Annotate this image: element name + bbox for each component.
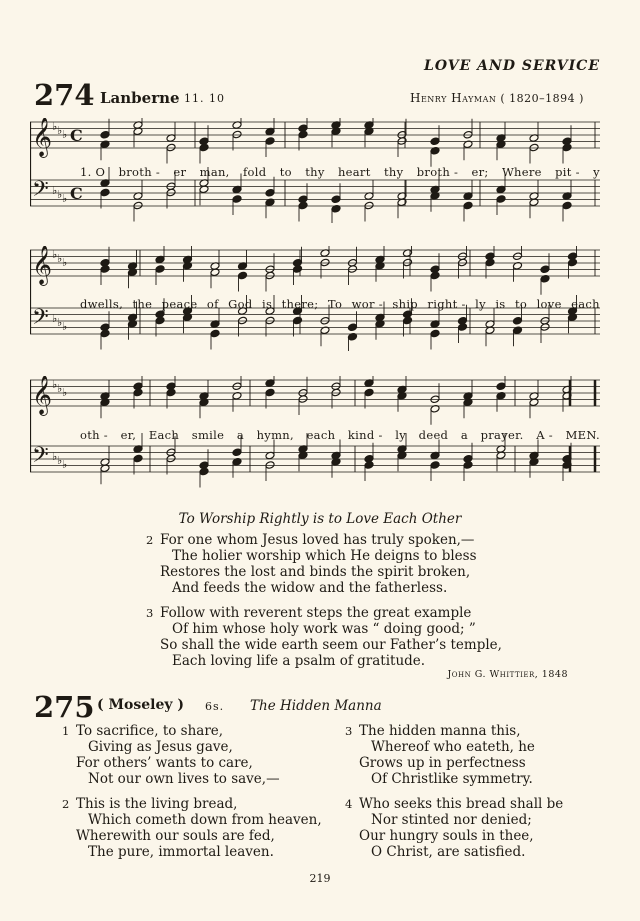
lyric-syllable: Each <box>148 428 180 442</box>
hymn-275-meter: 6s. <box>205 700 225 713</box>
note-head <box>348 265 358 274</box>
lyric-line-3 <box>80 428 600 442</box>
stanza-line: Which cometh down from heaven, <box>88 812 322 828</box>
note-head <box>562 201 572 210</box>
page-number: 219 <box>309 872 331 885</box>
bass-clef-icon: 𝄢 <box>32 305 49 335</box>
stanza-line: Nor stinted nor denied; <box>371 812 532 828</box>
note-head <box>155 316 165 325</box>
stanza-number: 3 <box>345 724 353 738</box>
note-head <box>364 201 374 210</box>
note-head <box>100 265 110 274</box>
stanza-line: Wherewith our souls are fed, <box>76 828 275 844</box>
lyric-syllable: prayer. <box>480 428 524 442</box>
flat-icon: ♭ <box>52 120 58 133</box>
flat-icon: ♭ <box>62 256 68 269</box>
hymn-275-tune-name: ( Moseley ) <box>97 697 184 713</box>
stanza-line: For others’ wants to care, <box>76 755 253 771</box>
composer-dates: ( 1820–1894 ) <box>500 92 584 105</box>
composer-name: Henry Hayman <box>410 91 497 105</box>
flat-icon: ♭ <box>62 128 68 141</box>
hymn-275-stanza-1 <box>62 723 280 787</box>
flat-icon: ♭ <box>57 454 63 467</box>
lyric-syllable: to <box>279 165 292 179</box>
lyric-syllable: of <box>206 297 219 311</box>
flat-icon: ♭ <box>52 184 58 197</box>
note-head <box>331 388 341 397</box>
note-head <box>463 201 473 210</box>
bass-clef-icon: 𝄢 <box>32 177 49 207</box>
note-head <box>403 258 413 267</box>
stanza-line: Giving as Jesus gave, <box>88 739 233 755</box>
note-head <box>238 271 248 280</box>
note-head <box>155 265 165 274</box>
lyric-syllable: er <box>173 165 187 179</box>
stanza-number: 1 <box>62 724 70 738</box>
stanza-number: 3 <box>146 606 154 620</box>
note-head <box>364 388 374 397</box>
lyric-syllable: ly <box>395 428 407 442</box>
treble-clef-icon: 𝄞 <box>32 118 53 157</box>
section-heading: LOVE AND SERVICE <box>423 58 600 74</box>
note-head <box>238 316 248 325</box>
note-head <box>265 271 275 280</box>
stanza-line: Our hungry souls in thee, <box>359 828 534 844</box>
lyric-syllable: each <box>306 428 336 442</box>
note-head <box>364 461 374 470</box>
note-head <box>199 143 209 152</box>
note-head <box>331 195 341 204</box>
hymn-275-stanza-4 <box>345 796 563 860</box>
stanza-number: 2 <box>146 533 154 547</box>
lyric-syllable: God <box>228 297 253 311</box>
hymn-274-tune-name: Lanberne <box>100 89 180 107</box>
note-head <box>298 201 308 210</box>
note-head <box>540 265 550 274</box>
note-head <box>496 195 506 204</box>
stanza-line: Each loving life a psalm of gratitude. <box>172 653 426 669</box>
flat-icon: ♭ <box>62 458 68 471</box>
lyric-syllable: love <box>536 297 562 311</box>
lyric-syllable: y <box>593 165 600 179</box>
lyric-syllable: thy <box>305 165 325 179</box>
stanza-line: Of Christlike symmetry. <box>371 771 533 787</box>
lyric-syllable: there; <box>281 297 319 311</box>
lyric-syllable: Where <box>501 165 542 179</box>
flat-icon: ♭ <box>52 450 58 463</box>
flat-icon: ♭ <box>57 252 63 265</box>
flat-icon: ♭ <box>62 386 68 399</box>
note-head <box>166 143 176 152</box>
note-head <box>199 467 209 476</box>
stanza-line: 4 Who seeks this bread shall be <box>345 796 564 812</box>
lyric-syllable: kind - <box>347 428 383 442</box>
note-head <box>298 395 308 404</box>
lyric-syllable: pit - <box>555 165 580 179</box>
flat-icon: ♭ <box>57 188 63 201</box>
note-head <box>100 130 110 139</box>
note-head <box>403 316 413 325</box>
note-head <box>458 323 468 332</box>
hymn-275-number: 275 <box>34 690 95 724</box>
note-head <box>298 130 308 139</box>
stanza-line: 3 Follow with reverent steps the great example <box>146 605 472 621</box>
note-head <box>348 323 358 332</box>
lyric-syllable: thy <box>383 165 404 179</box>
lyric-syllable: right - <box>427 297 466 311</box>
lyric-syllable: oth - <box>80 428 108 442</box>
note-head <box>320 258 330 267</box>
note-head <box>133 454 143 463</box>
hymn-275-stanza-2 <box>62 796 322 860</box>
common-time-icon: C <box>70 184 83 203</box>
lyric-syllable: the <box>132 297 153 311</box>
lyric-line-1 <box>80 165 600 179</box>
hymn-274-stanza-3 <box>146 605 502 669</box>
lyric-syllable: To <box>327 297 343 311</box>
lyric-syllable: to <box>514 297 528 311</box>
lyric-syllable: ly <box>475 297 486 311</box>
lyric-syllable: a <box>236 428 244 442</box>
hymn-275-title: The Hidden Manna <box>250 698 382 714</box>
note-head <box>166 188 176 197</box>
treble-clef-icon: 𝄞 <box>32 376 53 415</box>
note-head <box>232 195 242 204</box>
flat-icon: ♭ <box>52 378 58 391</box>
stanza-line: The pure, immortal leaven. <box>88 844 274 860</box>
stanza-line: 1 To sacrifice, to share, <box>62 723 224 739</box>
lyric-syllable: broth - <box>118 165 161 179</box>
flat-icon: ♭ <box>57 124 63 137</box>
note-head <box>232 448 242 457</box>
lyric-syllable: is <box>261 297 273 311</box>
note-head <box>100 329 110 338</box>
lyric-line-2 <box>80 297 600 311</box>
note-head <box>293 316 303 325</box>
note-head <box>513 316 523 325</box>
note-head <box>265 137 275 146</box>
hymn-274-number: 274 <box>34 78 95 112</box>
lyric-syllable: A - <box>536 428 553 442</box>
flat-icon: ♭ <box>62 320 68 333</box>
stanza-number: 2 <box>62 797 70 811</box>
note-head <box>430 461 440 470</box>
hymn-274-verse-title: To Worship Rightly is to Love Each Other <box>178 511 462 527</box>
note-head <box>232 130 242 139</box>
hymn-274-author: John G. Whittier, 1848 <box>447 669 568 680</box>
note-head <box>568 258 578 267</box>
note-head <box>133 388 143 397</box>
common-time-icon: C <box>70 126 83 145</box>
lyric-syllable: wor - <box>351 297 383 311</box>
stanza-line: 3 The hidden manna this, <box>345 723 521 739</box>
note-head <box>430 137 440 146</box>
lyric-syllable: man, <box>199 165 230 179</box>
note-head <box>463 461 473 470</box>
hymn-274-meter: 11. 10 <box>184 92 225 105</box>
stanza-line: O Christ, are satisfied. <box>371 844 526 860</box>
note-head <box>265 461 275 470</box>
hymn-274-composer <box>410 91 584 105</box>
lyric-syllable: a <box>460 428 468 442</box>
note-head <box>265 388 275 397</box>
lyric-syllable: fold <box>242 165 267 179</box>
note-head <box>485 258 495 267</box>
stanza-line: Grows up in perfectness <box>359 755 526 771</box>
stanza-line: 2 This is the living bread, <box>62 796 238 812</box>
treble-clef-icon: 𝄞 <box>32 246 53 285</box>
lyric-syllable: 1. O <box>80 165 106 179</box>
lyric-syllable: hymn, <box>256 428 294 442</box>
note-head <box>166 388 176 397</box>
lyric-syllable: heart <box>337 165 371 179</box>
note-head <box>540 323 550 332</box>
flat-icon: ♭ <box>62 192 68 205</box>
stanza-line: 2 For one whom Jesus loved has truly spoken,— <box>146 532 475 548</box>
lyric-syllable: er, <box>120 428 137 442</box>
note-head <box>529 143 539 152</box>
lyric-syllable: each <box>571 297 600 311</box>
stanza-line: Of him whose holy work was “ doing good; ” <box>172 621 476 637</box>
lyric-syllable: peace <box>161 297 198 311</box>
note-head <box>458 258 468 267</box>
stanza-line: Restores the lost and binds the spirit broken, <box>160 564 471 580</box>
note-head <box>166 454 176 463</box>
lyric-syllable: broth - <box>416 165 459 179</box>
lyric-syllable: MEN. <box>565 428 600 442</box>
stanza-line: So shall the wide earth seem our Father’s temple, <box>160 637 502 653</box>
note-head <box>430 329 440 338</box>
flat-icon: ♭ <box>57 316 63 329</box>
hymn-275-stanza-3 <box>345 723 535 787</box>
lyric-syllable: smile <box>191 428 225 442</box>
stanza-line: The holier worship which He deigns to bless <box>172 548 477 564</box>
flat-icon: ♭ <box>52 248 58 261</box>
note-head <box>293 265 303 274</box>
note-head <box>397 137 407 146</box>
lyric-syllable: deed <box>418 428 449 442</box>
lyric-syllable: ship <box>392 297 418 311</box>
note-head <box>265 316 275 325</box>
note-head <box>133 201 143 210</box>
stanza-line: And feeds the widow and the fatherless. <box>172 580 448 596</box>
note-head <box>496 382 506 391</box>
hymn-274-stanza-2 <box>146 532 477 596</box>
flat-icon: ♭ <box>57 382 63 395</box>
note-head <box>265 188 275 197</box>
lyric-syllable: er; <box>471 165 489 179</box>
note-head <box>430 271 440 280</box>
note-head <box>100 188 110 197</box>
stanza-line: Whereof who eateth, he <box>371 739 535 755</box>
stanza-line: Not our own lives to save,— <box>88 771 280 787</box>
lyric-syllable: dwells, <box>80 297 124 311</box>
note-head <box>210 329 220 338</box>
lyric-syllable: is <box>495 297 506 311</box>
stanza-number: 4 <box>345 797 353 811</box>
flat-icon: ♭ <box>52 312 58 325</box>
bass-clef-icon: 𝄢 <box>32 443 49 473</box>
note-head <box>562 143 572 152</box>
